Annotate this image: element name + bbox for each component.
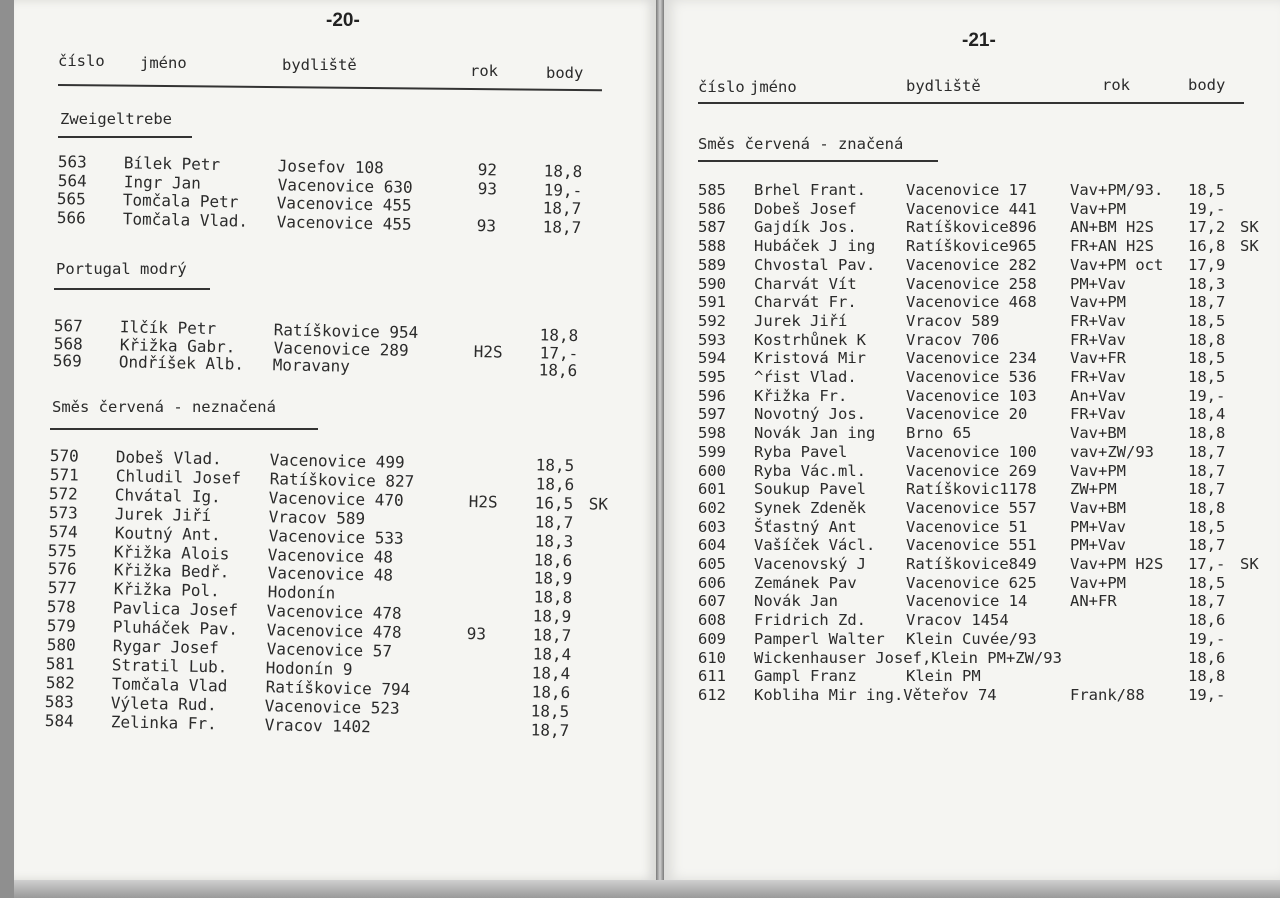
cell-jmeno: Ondříšek Alb. [118,352,245,374]
cell-jmeno: Charvát Fr. [754,293,857,312]
cell-body: 18,4 [532,644,571,665]
cell-bydliste: Hodonín [267,582,335,603]
cell-cislo: 595 [698,368,726,386]
cell-jmeno: Gajdík Jos. [754,218,857,237]
header-cislo: číslo [698,78,745,96]
cell-cislo: 596 [698,386,726,405]
cell-bydliste: Vracov 589 [906,311,1000,330]
cell-jmeno: Bílek Petr [123,153,221,175]
cell-rok: Vav+PM [1070,461,1126,480]
section-rule [698,160,938,162]
cell-jmeno: Zemánek Pav [754,573,857,592]
table-row [698,555,1278,573]
cell-bydliste: Vacenovice 470 [268,488,405,510]
cell-body: 18,8 [1188,667,1226,686]
header-rule [58,84,602,91]
cell-jmeno: Kristová Mir [754,349,866,368]
cell-body: 18,3 [1188,274,1226,293]
cell-body: 18,7 [530,719,570,740]
table-row [698,443,1278,461]
cell-rok: H2S [473,341,503,362]
cell-cislo: 564 [57,170,87,191]
cell-rok: Frank/88 [1070,685,1145,704]
cell-rok: AN+BM H2S [1070,218,1154,237]
table-row [698,518,1278,536]
cell-jmeno: Novák Jan ing [754,424,876,443]
cell-rok: AN+FR [1070,592,1117,611]
cell-body: 18,4 [531,663,571,683]
cell-jmeno: Zelinka Fr. [110,711,218,733]
cell-body: 18,5 [1188,368,1226,386]
cell-cislo: 597 [698,405,726,424]
cell-jmeno: Chludil Josef [115,466,241,488]
table-row [698,181,1278,199]
cell-rok: Vav+PM oct [1070,255,1164,274]
cell-cislo: 579 [46,616,76,636]
cell-rok: 93 [466,624,487,644]
cell-bydliste: Vracov 1402 [264,714,372,736]
cell-body: 19,- [543,179,583,200]
cell-bydliste: Ratíškovice 827 [269,469,415,491]
cell-rok: An+Vav [1070,386,1126,405]
cell-bydliste: Klein PM [906,667,981,686]
cell-body: 18,9 [533,568,573,589]
cell-bydliste: Vacenovice 468 [906,293,1037,312]
cell-bydliste: Vacenovice 625 [906,573,1037,592]
cell-body: 18,7 [542,198,582,219]
cell-jmeno: Chvostal Pav. [754,255,876,274]
cell-rok: FR+Vav [1070,311,1126,330]
cell-body: 18,8 [539,325,579,346]
header-rok: rok [1102,76,1130,94]
cell-bydliste: Ratíškovice849 [906,555,1037,573]
cell-body: 18,8 [1188,498,1226,517]
page-number: -21- [962,30,996,51]
cell-note: SK [1240,237,1259,256]
right-page [664,0,1280,880]
header-jmeno: jméno [140,54,187,72]
cell-cislo: 582 [45,672,75,693]
cell-jmeno: Ilčík Petr [119,317,217,339]
cell-rok: Vav+PM [1070,573,1126,592]
cell-cislo: 574 [48,521,78,542]
table-row [698,200,1278,218]
table-row [698,387,1278,405]
cell-body: 18,8 [1188,424,1226,443]
cell-bydliste: Vacenovice 455 [276,193,413,215]
cell-bydliste: Vacenovice 48 [267,544,394,567]
cell-rok: Vav+BM [1070,424,1126,443]
cell-cislo: 571 [49,464,79,485]
table-row [698,293,1278,311]
cell-cislo: 583 [45,691,75,712]
cell-bydliste: Vacenovice 57 [266,639,392,661]
section-title: Portugal modrý [56,260,187,278]
cell-cislo: 576 [47,559,77,579]
cell-jmeno: Dobeš Josef [754,199,857,218]
header-rule [698,102,1244,104]
cell-cislo: 608 [698,611,726,630]
table-row [698,592,1278,610]
table-row [698,499,1278,517]
table-row [698,667,1278,685]
table-row [698,275,1278,293]
table-row [698,574,1278,592]
cell-cislo: 581 [45,653,76,674]
cell-cislo: 588 [698,237,726,256]
cell-cislo: 600 [698,461,726,480]
cell-bydliste: Josefov 108 [277,156,384,178]
cell-bydliste: Vacenovice 103 [906,386,1037,405]
cell-cislo: 607 [698,592,726,611]
header-body: body [546,64,584,82]
cell-bydliste: Vracov 589 [268,506,366,528]
cell-bydliste: Vracov 706 [906,330,1000,349]
cell-cislo: 587 [698,218,726,237]
cell-jmeno: Křižka Fr. [754,386,848,405]
cell-cislo: 566 [56,207,86,228]
cell-cislo: 599 [698,442,726,461]
table-row [698,462,1278,480]
cell-rok: H2S [468,491,499,512]
cell-cislo: 585 [698,181,726,199]
cell-body: 18,8 [1188,330,1226,349]
cell-bydliste: Vacenovice 455 [276,211,412,234]
cell-jmeno: Wickenhauser Josef,Klein PM+ZW/93 [754,648,1062,667]
table-row [698,424,1278,442]
cell-jmeno: Ryba Pavel [754,442,848,461]
header-cislo: číslo [58,52,105,70]
cell-bydliste: Vacenovice 269 [906,461,1037,480]
cell-rok: ZW+PM [1070,480,1117,499]
cell-cislo: 594 [698,349,726,368]
cell-cislo: 602 [698,498,726,517]
cell-jmeno: Stratil Lub. [111,655,228,677]
cell-bydliste: Vacenovice 557 [906,498,1037,517]
cell-bydliste: Hodonín 9 [265,658,353,679]
cell-body: 18,8 [543,161,583,182]
cell-bydliste: Vacenovice 51 [906,517,1028,536]
cell-body: 18,6 [1188,611,1226,630]
cell-cislo: 565 [56,189,87,209]
cell-cislo: 593 [698,330,726,349]
cell-jmeno: Křižka Alois [113,541,230,563]
cell-body: 18,7 [1188,442,1226,461]
cell-body: 16,8 [1188,237,1226,256]
table-row [698,331,1278,349]
section-title: Směs červená - značená [698,135,904,153]
cell-cislo: 573 [48,502,78,523]
cell-cislo: 601 [698,480,726,499]
cell-jmeno: Rygar Josef [112,636,219,658]
table-row [698,349,1278,367]
left-page [14,0,656,880]
cell-cislo: 604 [698,536,726,555]
cell-bydliste: Ratíškovice965 [906,237,1037,256]
cell-bydliste: Vacenovice 234 [906,349,1037,368]
cell-bydliste: Vracov 1454 [906,611,1009,630]
cell-body: 18,5 [1188,181,1226,199]
cell-cislo: 569 [52,351,83,371]
cell-body: 18,5 [535,455,575,476]
cell-rok: Vav+PM [1070,199,1126,218]
cell-jmeno: Fridrich Zd. [754,611,866,630]
cell-cislo: 592 [698,311,726,330]
cell-cislo: 563 [57,152,87,172]
cell-jmeno: Novák Jan [754,592,838,611]
cell-rok: PM+Vav [1070,517,1126,536]
cell-bydliste: Ratíškovice 954 [273,320,419,342]
cell-cislo: 590 [698,274,726,293]
table-row [698,237,1278,255]
cell-jmeno: Pluháček Pav. [112,617,239,639]
cell-body: 18,5 [1188,349,1226,368]
cell-bydliste: Ratíškovice896 [906,218,1037,237]
cell-cislo: 578 [46,597,77,617]
cell-bydliste: Moravany [272,355,351,376]
table-row [698,256,1278,274]
section-title: Zweigeltrebe [60,110,172,128]
cell-jmeno: Ingr Jan [123,171,201,193]
cell-bydliste: Klein Cuvée/93 [906,629,1037,648]
cell-body: 18,6 [538,360,578,381]
cell-bydliste: Ratíškovice 794 [265,677,411,699]
cell-jmeno: Jurek Jiří [114,503,212,525]
cell-jmeno: Vašíček Václ. [754,536,876,555]
cell-bydliste: Vacenovice 441 [906,199,1037,218]
table-row [698,218,1278,236]
cell-rok: FR+Vav [1070,405,1126,424]
table-row [698,368,1278,386]
section-title: Směs červená - neznačená [52,398,276,416]
cell-body: 17,- [539,342,579,363]
cell-body: 18,7 [1188,480,1226,499]
cell-body: 18,7 [1188,536,1226,555]
cell-cislo: 567 [53,316,83,336]
cell-jmeno: Tomčala Vlad [111,674,228,696]
cell-jmeno: Výleta Rud. [111,692,218,714]
section-rule [50,428,318,430]
cell-jmeno: Křižka Bedř. [113,560,230,582]
cell-cislo: 612 [698,685,726,704]
cell-body: 18,6 [531,682,571,702]
book-gutter [656,0,664,898]
cell-rok: FR+Vav [1070,330,1126,349]
cell-cislo: 605 [698,555,726,573]
cell-bydliste: Vacenovice 499 [269,450,405,472]
cell-bydliste: Vacenovice 478 [266,601,402,623]
cell-jmeno: Synek Zdeněk [754,498,866,517]
cell-bydliste: Vacenovice 17 [906,181,1028,199]
cell-body: 18,7 [1188,293,1226,312]
cell-cislo: 577 [47,578,77,598]
cell-cislo: 572 [48,483,79,504]
table-row [698,480,1278,498]
table-row [698,405,1278,423]
header-jmeno: jméno [750,78,797,96]
cell-body: 18,5 [1188,517,1226,536]
cell-rok: Vav+PM H2S [1070,555,1164,573]
cell-jmeno: Pamperl Walter [754,629,885,648]
table-row [698,312,1278,330]
cell-bydliste: Vacenovice 258 [906,274,1037,293]
cell-jmeno: Brhel Frant. [754,181,866,199]
cell-body: 18,8 [533,587,572,608]
page-bottom-edge [14,880,1280,898]
cell-cislo: 611 [698,667,726,686]
cell-note: SK [1240,555,1259,573]
cell-cislo: 589 [698,255,726,274]
header-bydliste: bydliště [282,56,357,74]
cell-jmeno: Dobeš Vlad. [115,447,222,469]
cell-body: 19,- [1188,629,1226,648]
cell-jmeno: Novotný Jos. [754,405,866,424]
table-row [698,536,1278,554]
cell-body: 17,- [1188,555,1226,573]
cell-rok: 93 [477,178,497,198]
cell-cislo: 603 [698,517,726,536]
cell-body: 18,7 [1188,592,1226,611]
cell-rok: Vav+PM/93. [1070,181,1164,199]
cell-jmeno: Ryba Vác.ml. [754,461,866,480]
cell-jmeno: Kostrhůnek K [754,330,866,349]
cell-bydliste: Vacenovice 478 [266,620,402,642]
cell-cislo: 598 [698,424,726,443]
cell-rok: 93 [476,215,497,235]
cell-body: 18,6 [1188,648,1226,667]
header-bydliste: bydliště [906,77,981,95]
cell-jmeno: Soukup Pavel [754,480,866,499]
cell-jmeno: Tomčala Vlad. [122,208,249,231]
cell-body: 17,9 [1188,255,1226,274]
cell-cislo: 606 [698,573,726,592]
cell-bydliste: Vacenovice 533 [268,525,404,548]
cell-rok: FR+Vav [1070,368,1126,386]
cell-bydliste: Vacenovice 14 [906,592,1028,611]
cell-bydliste: Vacenovice 289 [273,337,409,360]
cell-body: 18,5 [1188,573,1226,592]
cell-body: 18,6 [535,474,575,494]
cell-jmeno: Křižka Gabr. [119,334,236,356]
cell-rok: PM+Vav [1070,536,1126,555]
cell-bydliste: Vacenovice 523 [265,695,401,718]
cell-body: 18,5 [1188,311,1226,330]
cell-rok: vav+ZW/93 [1070,442,1154,461]
cell-body: 19,- [1188,199,1226,218]
cell-body: 18,4 [1188,405,1226,424]
cell-jmeno: Pavlica Josef [112,598,239,620]
cell-cislo: 591 [698,293,726,312]
cell-bydliste: Brno 65 [906,424,972,443]
cell-bydliste: Vacenovice 282 [906,255,1037,274]
cell-note: SK [1240,218,1259,237]
cell-cislo: 610 [698,648,726,667]
cell-jmeno: Charvát Vít [754,274,857,293]
cell-cislo: 586 [698,199,726,218]
cell-cislo: 609 [698,629,726,648]
cell-body: 18,3 [534,530,574,551]
cell-rok: Vav+PM [1070,293,1126,312]
table-row [698,649,1278,667]
page-number: -20- [326,10,360,31]
cell-jmeno: Kobliha Mir ing.Věteřov 74 [754,685,997,704]
cell-rok: PM+Vav [1070,274,1126,293]
cell-jmeno: Křižka Pol. [113,579,220,601]
cell-bydliste: Vacenovice 20 [906,405,1028,424]
cell-jmeno: Koutný Ant. [114,522,221,544]
cell-note: SK [588,494,609,514]
cell-rok: Vav+BM [1070,498,1126,517]
table-row [698,686,1278,704]
cell-body: 19,- [1188,386,1226,405]
cell-body: 18,7 [532,625,572,646]
cell-cislo: 568 [53,333,83,354]
table-row [698,611,1278,629]
cell-body: 18,5 [530,701,570,721]
cell-body: 18,6 [533,549,573,570]
cell-rok: 92 [477,160,498,180]
cell-jmeno: Šťastný Ant [754,517,857,536]
cell-rok: FR+AN H2S [1070,237,1154,256]
cell-body: 19,- [1188,685,1226,704]
cell-bydliste: Vacenovice 48 [267,563,394,586]
cell-jmeno: Vacenovský J [754,555,866,573]
table-row [698,630,1278,648]
cell-jmeno: Tomčala Petr [122,190,239,212]
section-rule [58,136,192,138]
cell-bydliste: Vacenovice 100 [906,442,1037,461]
cell-jmeno: ^ŕist Vlad. [754,368,857,386]
cell-rok: Vav+FR [1070,349,1126,368]
cell-cislo: 570 [49,446,79,466]
cell-body: 17,2 [1188,218,1226,237]
cell-cislo: 580 [46,635,76,655]
header-body: body [1188,76,1226,94]
cell-cislo: 584 [44,710,74,731]
cell-bydliste: Vacenovice 630 [277,174,413,197]
section-rule [54,288,210,290]
cell-jmeno: Gampl Franz [754,667,857,686]
cell-body: 18,7 [534,512,574,532]
header-rok: rok [470,62,498,80]
cell-body: 18,7 [1188,461,1226,480]
cell-body: 18,7 [542,216,582,237]
cell-cislo: 575 [47,540,78,561]
cell-jmeno: Jurek Jiří [754,311,848,330]
cell-bydliste: Ratíškovic1178 [906,480,1037,499]
cell-jmeno: Hubáček J ing [754,237,876,256]
cell-body: 18,9 [532,606,572,627]
cell-body: 16,5 [534,493,574,513]
cell-jmeno: Chvátal Ig. [114,485,222,507]
cell-bydliste: Vacenovice 551 [906,536,1037,555]
cell-bydliste: Vacenovice 536 [906,368,1037,386]
